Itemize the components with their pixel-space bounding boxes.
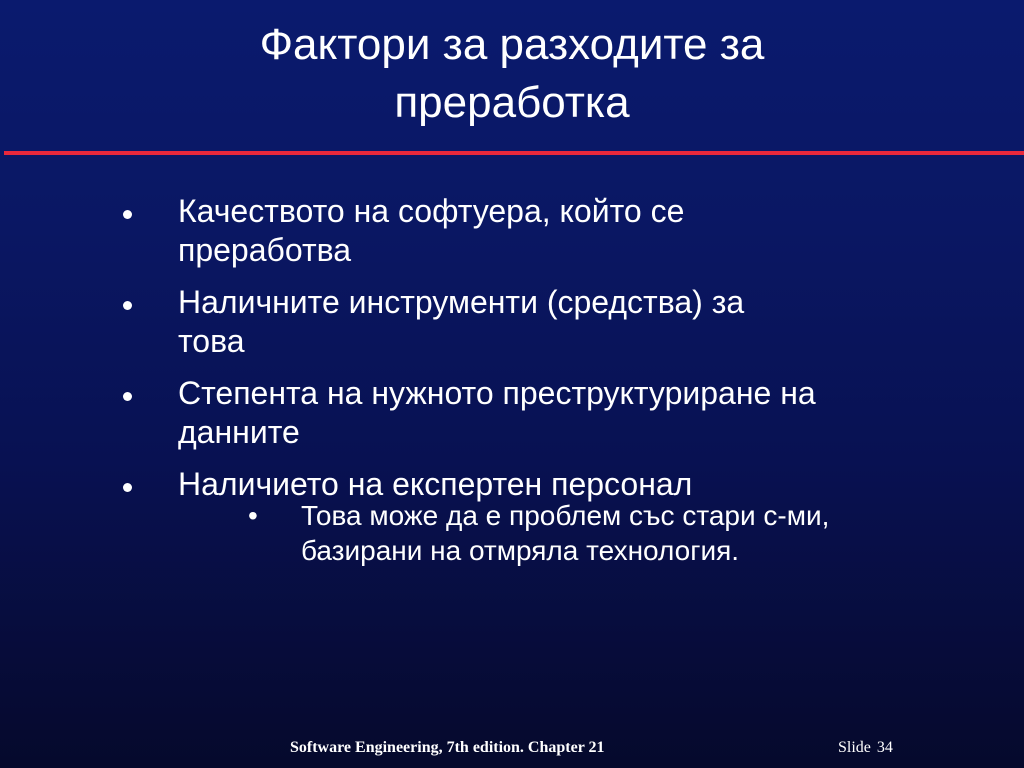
bullet-list — [120, 192, 990, 581]
bullet-text-line-1: Наличните инструменти (средства) за — [178, 284, 745, 320]
sub-bullet-list — [178, 498, 990, 568]
bullet-item — [120, 192, 990, 270]
slide-number: 34 — [876, 739, 893, 756]
slide-title — [60, 16, 964, 132]
bullet-text-line-2: данните — [178, 414, 300, 450]
bullet-item — [120, 465, 990, 568]
bullet-item — [120, 374, 990, 452]
bullet-dot-icon — [123, 210, 132, 219]
bullet-dot-icon — [123, 392, 132, 401]
sub-bullet-text-line-2: базирани на отмряла технология. — [301, 535, 740, 566]
slide-label: Slide — [838, 739, 871, 756]
bullet-text-line-1: Степента на нужното преструктуриране на — [178, 375, 816, 411]
slide-title-line-2: преработка — [394, 78, 630, 127]
footer-book-reference: Software Engineering, 7th edition. Chapter 21 — [290, 739, 605, 756]
sub-bullet-dot-icon: • — [248, 500, 258, 531]
bullet-item — [120, 283, 990, 361]
slide-title-line-1: Фактори за разходите за — [259, 20, 765, 69]
bullet-text-line-1: Качеството на софтуера, който се — [178, 193, 685, 229]
bullet-text-line-1: Наличието на експертен персонал — [178, 466, 693, 502]
sub-bullet-text-line-1: Това може да е проблем със стари с-ми, — [301, 500, 830, 531]
footer-slide-number — [838, 738, 893, 758]
sub-bullet-item — [178, 498, 981, 568]
title-divider — [4, 151, 1024, 155]
bullet-text-line-2: преработва — [178, 232, 352, 268]
bullet-dot-icon — [123, 483, 132, 492]
bullet-text-line-2: това — [178, 323, 245, 359]
bullet-dot-icon — [123, 301, 132, 310]
